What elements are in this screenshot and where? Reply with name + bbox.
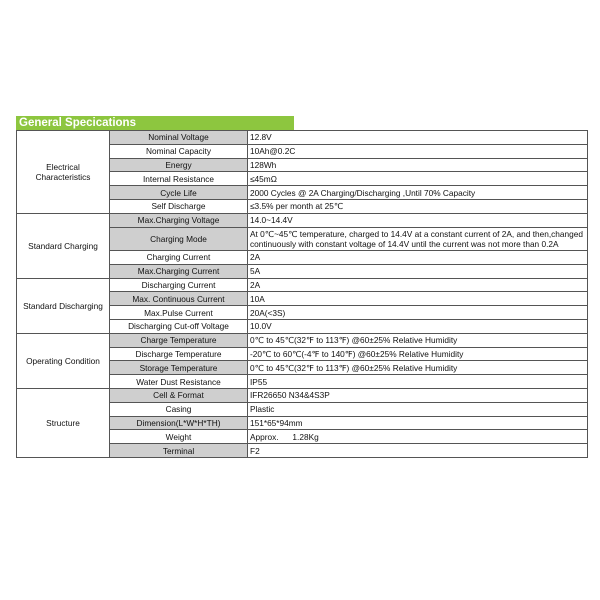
param-label: Max.Pulse Current	[110, 306, 248, 320]
param-value: 2000 Cycles @ 2A Charging/Discharging ,Until 70% Capacity	[248, 186, 588, 200]
param-label: Charge Temperature	[110, 333, 248, 347]
param-label: Nominal Capacity	[110, 144, 248, 158]
param-value: 10.0V	[248, 319, 588, 333]
param-value: 128Wh	[248, 158, 588, 172]
param-value: 0℃ to 45℃(32℉ to 113℉) @60±25% Relative Humidity	[248, 361, 588, 375]
param-label: Charging Mode	[110, 227, 248, 250]
table-row	[17, 213, 588, 227]
param-label: Storage Temperature	[110, 361, 248, 375]
category-charging: Standard Charging	[17, 213, 110, 278]
param-value: 151*65*94mm	[248, 416, 588, 430]
param-label: Water Dust Resistance	[110, 375, 248, 389]
param-value: 10Ah@0.2C	[248, 144, 588, 158]
param-value: IP55	[248, 375, 588, 389]
param-value: 12.8V	[248, 131, 588, 145]
param-label: Self Discharge	[110, 199, 248, 213]
param-label: Nominal Voltage	[110, 131, 248, 145]
param-label: Dimension(L*W*H*TH)	[110, 416, 248, 430]
param-value: 10A	[248, 292, 588, 306]
section-title: General Specications	[16, 116, 294, 130]
category-operating: Operating Condition	[17, 333, 110, 388]
param-label: Discharge Temperature	[110, 347, 248, 361]
table-row	[17, 131, 588, 145]
param-value: 14.0~14.4V	[248, 213, 588, 227]
param-label: Charging Current	[110, 250, 248, 264]
param-label: Discharging Cut-off Voltage	[110, 319, 248, 333]
category-electrical: Electrical Characteristics	[17, 131, 110, 214]
param-value: Plastic	[248, 402, 588, 416]
category-structure: Structure	[17, 388, 110, 457]
param-value: 2A	[248, 250, 588, 264]
param-value: ≤45mΩ	[248, 172, 588, 186]
param-value: 2A	[248, 278, 588, 292]
param-label: Terminal	[110, 444, 248, 458]
param-value: F2	[248, 444, 588, 458]
param-value: 5A	[248, 264, 588, 278]
param-label: Max.Charging Voltage	[110, 213, 248, 227]
param-value: Approx. 1.28Kg	[248, 430, 588, 444]
param-value: ≤3.5% per month at 25℃	[248, 199, 588, 213]
param-label: Max.Charging Current	[110, 264, 248, 278]
table-row	[17, 333, 588, 347]
param-value: 20A(<3S)	[248, 306, 588, 320]
param-label: Cycle Life	[110, 186, 248, 200]
param-label: Weight	[110, 430, 248, 444]
spec-table	[16, 130, 588, 458]
param-label: Cell & Format	[110, 388, 248, 402]
param-value: -20℃ to 60℃(-4℉ to 140℉) @60±25% Relative Humidity	[248, 347, 588, 361]
param-label: Max. Continuous Current	[110, 292, 248, 306]
param-value: At 0℃~45℃ temperature, charged to 14.4V at a constant current of 2A, and then,changed continuously with constant voltage of 14.4V until the current was not more than 0.2A	[248, 227, 588, 250]
param-label: Casing	[110, 402, 248, 416]
param-label: Internal Resistance	[110, 172, 248, 186]
param-label: Energy	[110, 158, 248, 172]
param-value: 0℃ to 45℃(32℉ to 113℉) @60±25% Relative Humidity	[248, 333, 588, 347]
param-label: Discharging Current	[110, 278, 248, 292]
table-row	[17, 278, 588, 292]
param-value: IFR26650 N34&4S3P	[248, 388, 588, 402]
table-row	[17, 388, 588, 402]
category-discharging: Standard Discharging	[17, 278, 110, 333]
